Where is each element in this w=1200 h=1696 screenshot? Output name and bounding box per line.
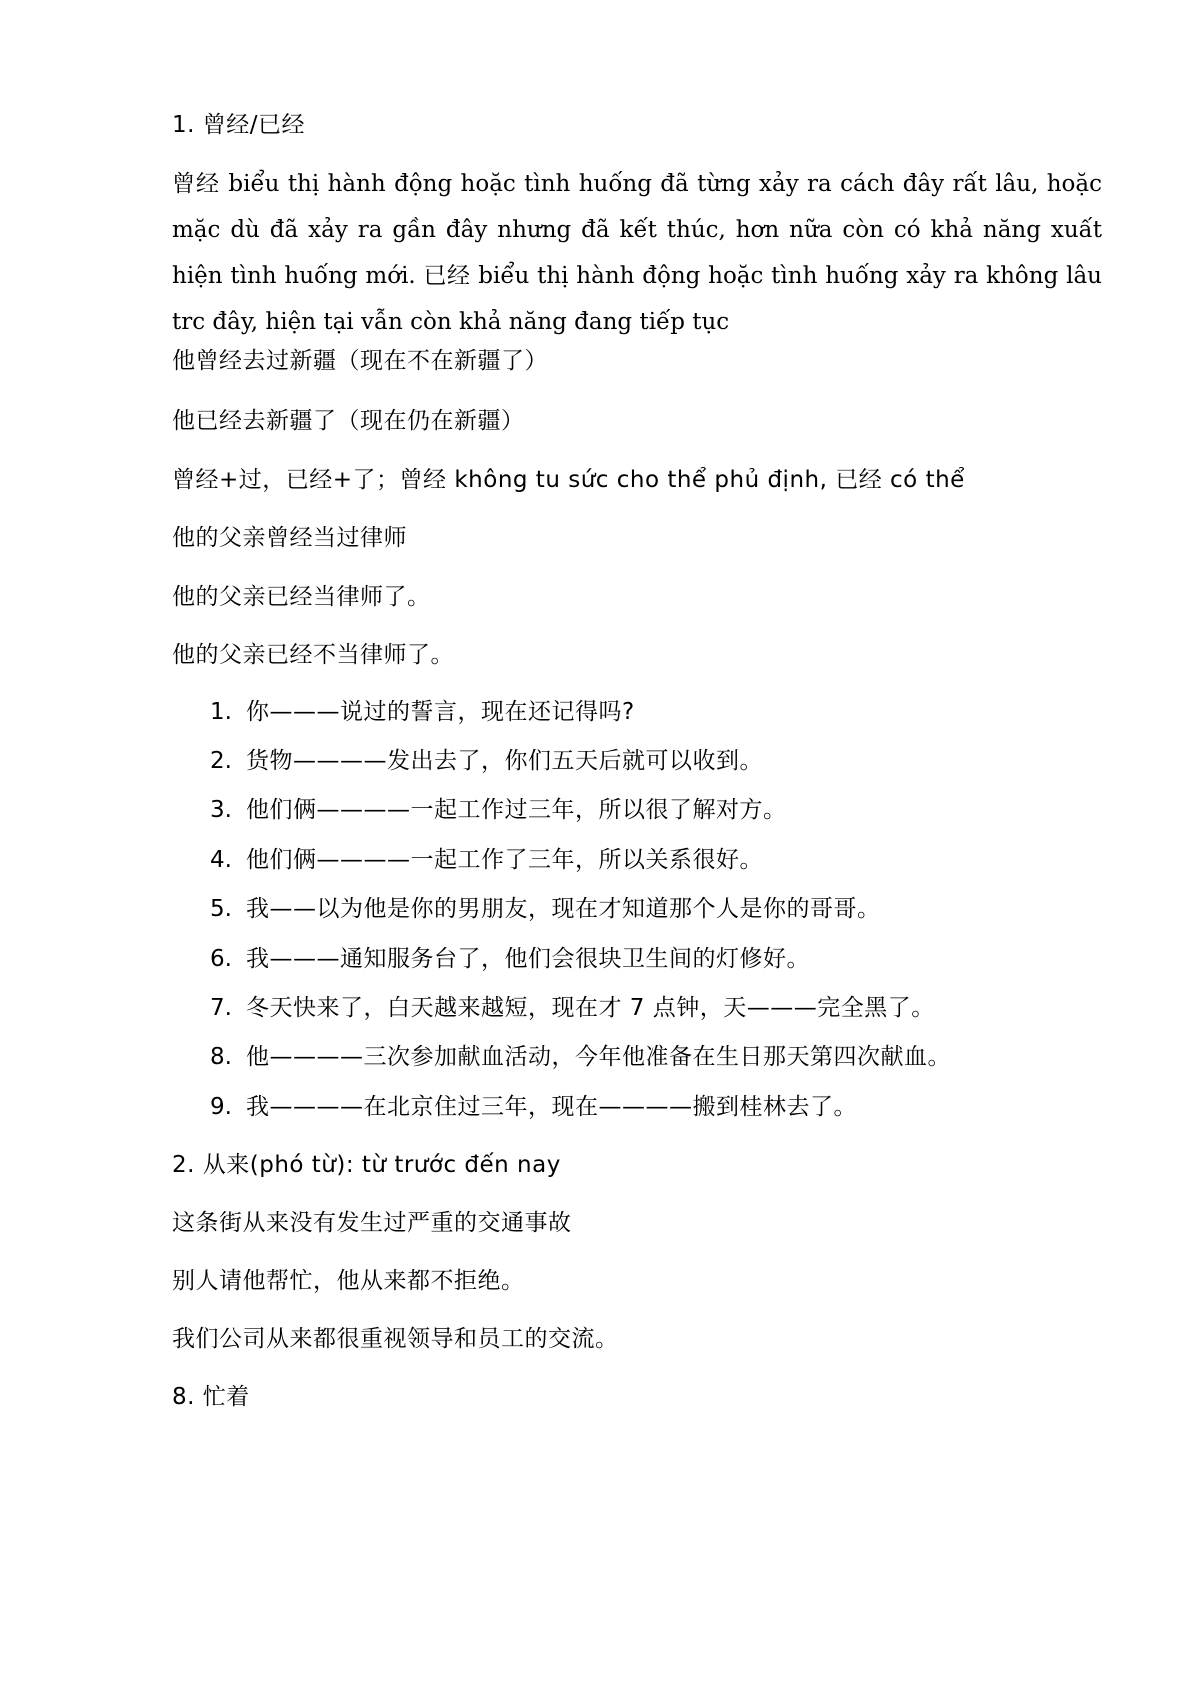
example-line: 他的父亲已经当律师了。 — [172, 584, 431, 610]
exercise-item — [210, 993, 935, 1023]
exercise-number: 6. — [210, 946, 232, 972]
exercise-number: 9. — [210, 1094, 232, 1120]
exercise-item — [210, 1092, 857, 1122]
exercise-item — [210, 746, 763, 776]
exercise-item — [210, 1042, 951, 1072]
example-line: 曾经+过，已经+了；曾经 không tu sức cho thể phủ định, 已经 có thể — [172, 467, 965, 493]
exercise-text: 冬天快来了，白天越来越短，现在才 7 点钟，天———完全黑了。 — [246, 995, 935, 1021]
exercise-text: 他们俩————一起工作了三年，所以关系很好。 — [246, 847, 763, 873]
section-1-explanation: 曾经 biểu thị hành động hoặc tình huống đã từng xảy ra cách đây rất lâu, hoặc mặc dù đã xảy ra gần đây nhưng đã kết thúc, hơn nữa còn có khả năng xuất hiện tình huống mới. 已经 biểu thị hành động hoặc tình huống xảy ra không lâu trc đây, hiện tại vẫn còn khả năng đang tiếp tục — [172, 171, 1102, 335]
exercise-text: 我———通知服务台了，他们会很块卫生间的灯修好。 — [246, 946, 810, 972]
section-1-heading: 1. 曾经/已经 — [172, 112, 306, 138]
exercise-item — [210, 795, 787, 825]
section-8-heading: 8. 忙着 — [172, 1384, 250, 1410]
example-line: 他的父亲曾经当过律师 — [172, 525, 407, 551]
exercise-text: 我————在北京住过三年，现在————搬到桂林去了。 — [246, 1094, 857, 1120]
exercise-item — [210, 845, 763, 875]
exercise-text: 他————三次参加献血活动，今年他准备在生日那天第四次献血。 — [246, 1044, 951, 1070]
section-2-heading: 2. 从来(phó từ): từ trước đến nay — [172, 1152, 561, 1178]
exercise-text: 货物————发出去了，你们五天后就可以收到。 — [246, 748, 763, 774]
exercise-number: 5. — [210, 896, 232, 922]
exercise-number: 1. — [210, 699, 232, 725]
exercise-item — [210, 697, 635, 727]
example-line: 这条街从来没有发生过严重的交通事故 — [172, 1210, 572, 1236]
exercise-text: 他们俩————一起工作过三年，所以很了解对方。 — [246, 797, 787, 823]
exercise-number: 7. — [210, 995, 232, 1021]
exercise-text: 你———说过的誓言，现在还记得吗? — [246, 699, 635, 725]
exercise-number: 3. — [210, 797, 232, 823]
example-line: 我们公司从来都很重视领导和员工的交流。 — [172, 1326, 619, 1352]
exercise-text: 我——以为他是你的男朋友，现在才知道那个人是你的哥哥。 — [246, 896, 881, 922]
exercise-number: 2. — [210, 748, 232, 774]
example-line: 他的父亲已经不当律师了。 — [172, 642, 454, 668]
example-line: 别人请他帮忙，他从来都不拒绝。 — [172, 1268, 525, 1294]
exercise-item — [210, 894, 881, 924]
example-line: 他曾经去过新疆（现在不在新疆了） — [172, 348, 548, 374]
exercise-item — [210, 944, 810, 974]
exercise-number: 4. — [210, 847, 232, 873]
exercise-number: 8. — [210, 1044, 232, 1070]
example-line: 他已经去新疆了（现在仍在新疆） — [172, 408, 525, 434]
